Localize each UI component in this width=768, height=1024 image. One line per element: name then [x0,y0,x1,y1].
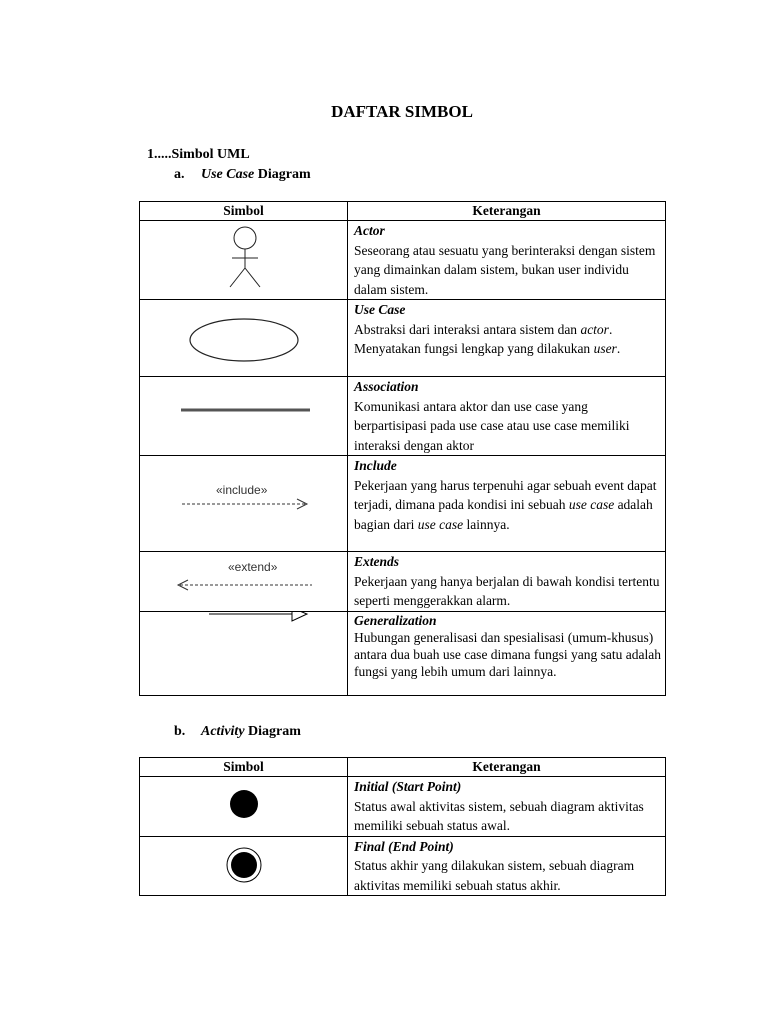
table-row [140,456,666,552]
table-row [140,777,666,837]
table-row [140,221,666,300]
extend-arrow-icon [140,552,347,609]
subheading-italic: Use Case [201,167,255,182]
symbol-cell [140,611,348,695]
table-row [140,552,666,612]
table-row [140,836,666,896]
section-heading: 1.....Simbol UML [147,147,250,162]
activity-table [139,757,666,896]
final-node-icon [140,837,347,893]
symbol-title: Extends [354,554,400,569]
symbol-description: Komunikasi antara aktor dan use case yang berpartisipasi pada use case atau use case memiliki interaksi dengan aktor [354,398,630,453]
symbol-description: Hubungan generalisasi dan spesialisasi (umum-khusus) antara dua buah use case dimana fungsi yang satu adalah fungsi yang lebih umum dari lainnya. [354,629,662,679]
symbol-cell [140,456,348,552]
description-cell [348,777,666,837]
page-title: DAFTAR SIMBOL [331,102,473,121]
symbol-description: Abstraksi dari interaksi antara sistem dan actor. Menyatakan fungsi lengkap yang dilakukan user. [354,321,621,356]
column-header-keterangan: Keterangan [348,202,666,221]
symbol-title: Include [354,458,397,473]
symbol-title: Initial (Start Point) [354,779,462,794]
initial-node-icon [140,777,347,833]
symbol-cell [140,836,348,896]
symbol-title: Association [354,379,419,394]
subheading-number: a. [174,167,185,182]
symbol-title: Actor [354,223,385,238]
description-cell [348,611,666,695]
use-case-ellipse-icon [140,300,347,376]
table-row [140,300,666,377]
symbol-title: Use Case [354,302,406,317]
symbol-description: Seseorang atau sesuatu yang berinteraksi dengan sistem yang dimainkan dalam sistem, bukan user individu dalam sistem. [354,242,656,297]
table-header-row [140,758,666,777]
symbol-description: Status akhir yang dilakukan sistem, sebuah diagram aktivitas memiliki sebuah status akhir. [354,858,635,893]
extend-stereotype-label: «extend» [228,560,278,574]
symbol-description: Pekerjaan yang harus terpenuhi agar sebuah event dapat terjadi, dimana pada kondisi ini sebuah use case adalah bagian dari use case lainnya. [354,477,657,532]
include-stereotype-label: «include» [216,483,268,497]
generalization-arrow-icon [140,612,347,695]
symbol-cell [140,221,348,300]
column-header-keterangan: Keterangan [348,758,666,777]
subheading-activity [174,724,301,740]
symbol-description: Status awal aktivitas sistem, sebuah diagram aktivitas memiliki sebuah status awal. [354,798,644,833]
subheading-rest: Diagram [244,724,301,739]
subheading-rest: Diagram [254,167,311,182]
description-cell [348,221,666,300]
subheading-italic: Activity [201,724,245,739]
actor-icon [140,221,347,297]
table-row [140,377,666,456]
symbol-cell [140,552,348,612]
symbol-title: Final (End Point) [354,838,454,854]
symbol-cell [140,777,348,837]
description-cell [348,836,666,896]
include-arrow-icon [140,456,347,551]
description-cell [348,456,666,552]
table-header-row [140,202,666,221]
description-cell [348,552,666,612]
description-cell [348,300,666,377]
column-header-simbol: Simbol [140,202,348,221]
use-case-table [139,201,666,696]
symbol-title: Generalization [354,612,437,628]
subheading-use-case [174,167,311,183]
symbol-cell [140,377,348,456]
subheading-number: b. [174,724,186,739]
association-line-icon [140,377,347,453]
symbol-description: Pekerjaan yang hanya berjalan di bawah kondisi tertentu seperti menggerakkan alarm. [354,573,660,608]
table-row [140,611,666,695]
description-cell [348,377,666,456]
symbol-cell [140,300,348,377]
column-header-simbol: Simbol [140,758,348,777]
